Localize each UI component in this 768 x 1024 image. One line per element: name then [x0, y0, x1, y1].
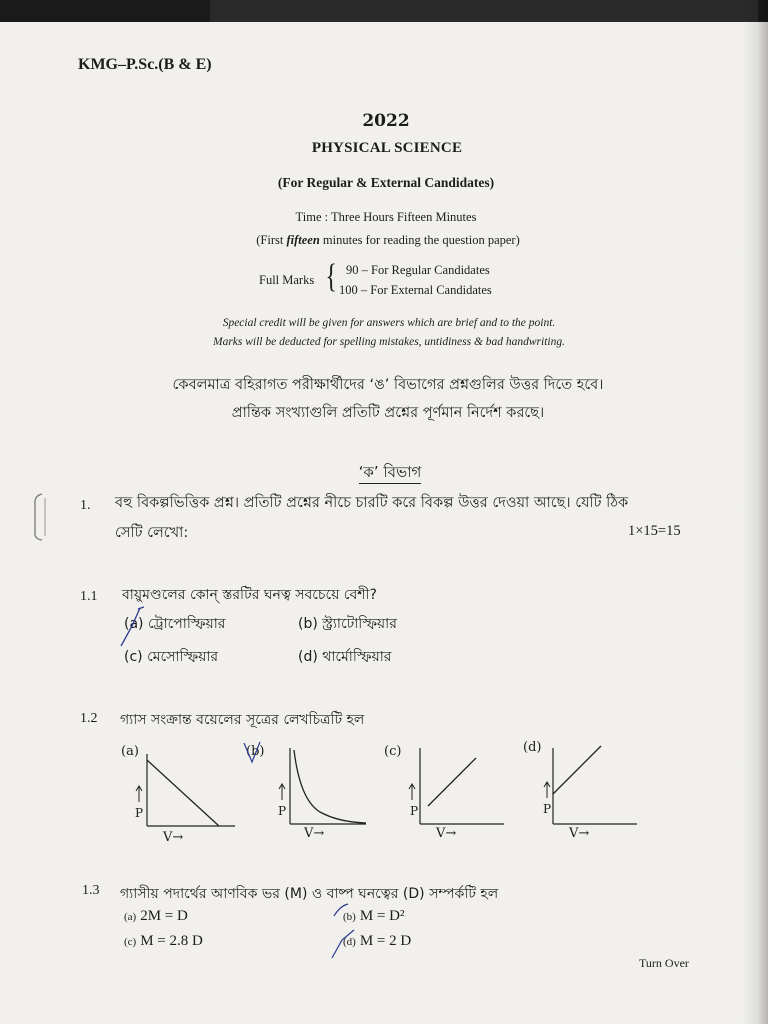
x-axis-label: V→	[163, 830, 184, 845]
full-marks-external: 100 – For External Candidates	[339, 283, 492, 297]
brace-icon: {	[325, 258, 337, 295]
graph-a	[115, 740, 245, 850]
question-number: 1.1	[80, 589, 98, 604]
option-c: (c) M = 2.8 D	[124, 933, 203, 949]
subject-title: PHYSICAL SCIENCE	[311, 140, 463, 156]
y-axis-label: P	[278, 804, 287, 818]
pen-tick-mark-icon	[328, 900, 368, 962]
option-d: (d) থার্মোস্ফিয়ার	[298, 649, 392, 665]
question-number: 1.	[80, 498, 91, 513]
y-axis-label: P	[135, 806, 144, 820]
option-c: (c) মেসোস্ফিয়ার	[124, 649, 219, 665]
question-text: বহু বিকল্পভিত্তিক প্রশ্ন। প্রতিটি প্রশ্নের নীচে চারটি করে বিকল্প উত্তর দেওয়া আছে। যেটি ঠিক	[115, 495, 629, 511]
x-axis-label: V→	[569, 826, 590, 841]
time-line: Time : Three Hours Fifteen Minutes	[295, 210, 477, 224]
candidates-line: (For Regular & External Candidates)	[277, 175, 495, 190]
paper-code: KMG–P.Sc.(B & E)	[78, 56, 212, 73]
scan-top-edge	[0, 0, 768, 22]
pen-tick-mark-icon	[118, 606, 158, 648]
graph-label: (b)	[246, 744, 265, 759]
graph-label: (a)	[121, 744, 139, 759]
marks-allotted: 1×15=15	[628, 523, 681, 539]
turn-over-note: Turn Over	[639, 956, 689, 970]
staple-mark-icon	[30, 492, 50, 542]
reading-time-line: (First fifteen minutes for reading the question paper)	[256, 233, 520, 247]
option-a: (a) ট্রোপোস্ফিয়ার	[124, 616, 226, 632]
y-axis-label: P	[543, 802, 552, 816]
y-axis-label: P	[410, 804, 419, 818]
deduction-note: Marks will be deducted for spelling mistakes, untidiness & bad handwriting.	[212, 336, 565, 348]
question-number: 1.3	[82, 883, 100, 898]
special-credit-note: Special credit will be given for answers which are brief and to the point.	[222, 317, 556, 329]
graph-b	[240, 740, 370, 850]
question-text: বায়ুমণ্ডলের কোন্ স্তরটির ঘনত্ব সবচেয়ে বেশী?	[122, 587, 377, 603]
option-b: (b) M = D²	[343, 908, 405, 924]
question-text: গ্যাস সংক্রান্ত বয়েলের সূত্রের লেখচিত্রটি হল	[120, 712, 365, 728]
graph-c	[380, 740, 510, 850]
question-text: গ্যাসীয় পদার্থের আণবিক ভর (M) ও বাষ্প ঘনত্বের (D) সম্পর্কটি হল	[120, 886, 499, 902]
x-axis-label: V→	[304, 826, 325, 841]
section-title: ‘ক’ বিভাগ	[0, 461, 768, 486]
exam-year: 2022	[362, 111, 410, 131]
graph-label: (c)	[384, 744, 402, 759]
full-marks-label: Full Marks	[259, 273, 315, 287]
full-marks-regular: 90 – For Regular Candidates	[346, 263, 490, 277]
option-a: (a) 2M = D	[124, 908, 188, 924]
instruction-external: কেবলমাত্র বহিরাগত পরীক্ষার্থীদের ‘ঙ’ বিভাগের প্রশ্নগুলির উত্তর দিতে হবে।	[172, 377, 604, 393]
instruction-marks: প্রান্তিক সংখ্যাগুলি প্রতিটি প্রশ্নের পূর্ণমান নির্দেশ করছে।	[231, 405, 545, 421]
graph-d	[517, 740, 647, 850]
option-d: (d) M = 2 D	[343, 933, 412, 949]
graph-label: (d)	[523, 740, 542, 755]
question-text-cont: সেটি লেখো:	[115, 525, 189, 541]
question-number: 1.2	[80, 711, 98, 726]
option-b: (b) স্ট্র্যাটোস্ফিয়ার	[298, 616, 397, 632]
x-axis-label: V→	[436, 826, 457, 841]
